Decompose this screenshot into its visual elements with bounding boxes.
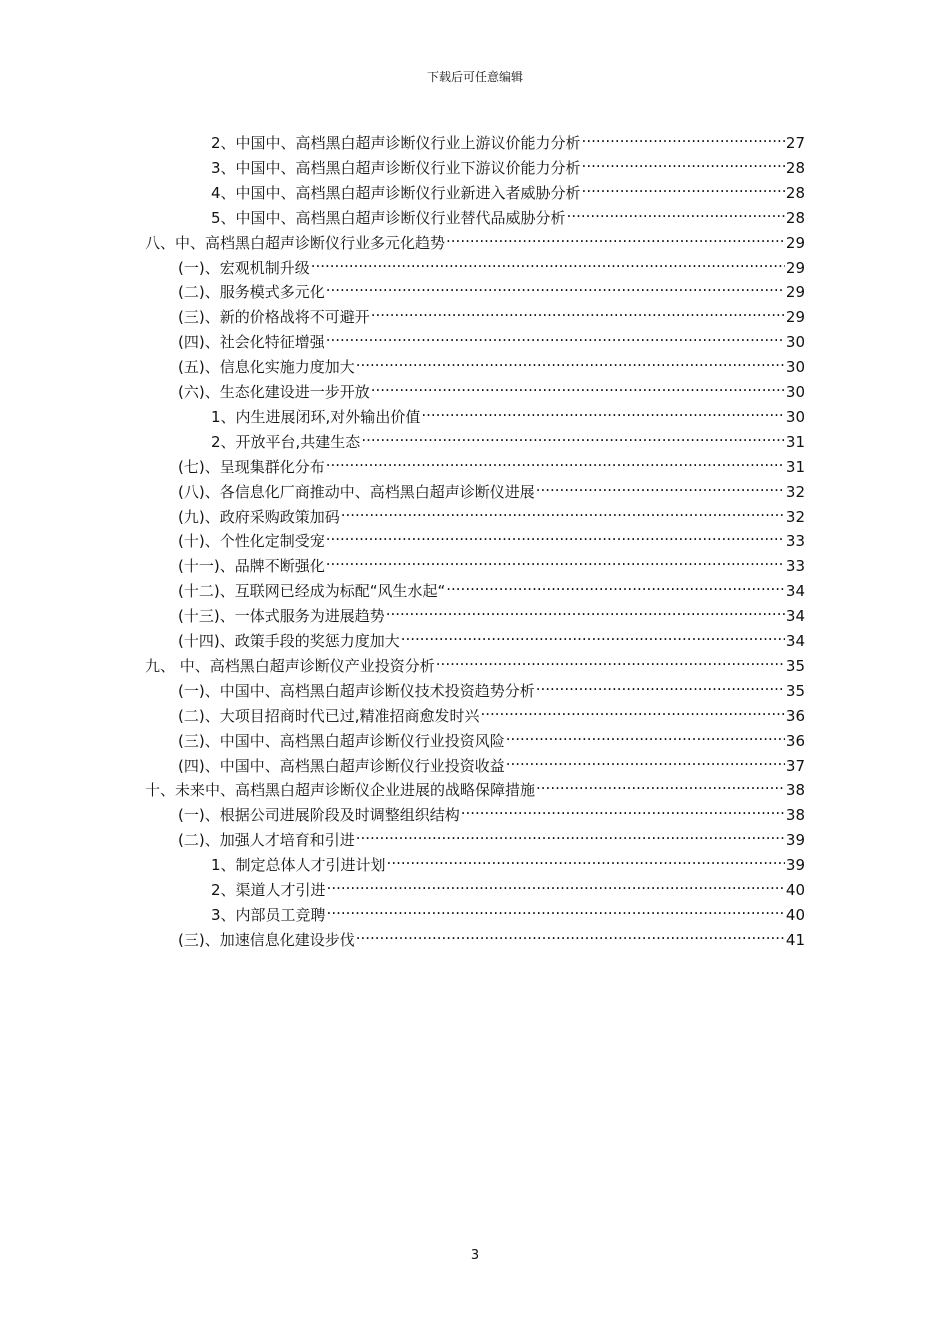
toc-entry-page-number: 39 bbox=[785, 856, 805, 875]
toc-entry-title: (三)、新的价格战将不可避开 bbox=[178, 308, 370, 327]
toc-entry-title: 3、中国中、高档黑白超声诊断仪行业下游议价能力分析 bbox=[211, 158, 581, 177]
toc-entry[interactable] bbox=[178, 724, 805, 748]
toc-entry-title: (六)、生态化建设进一步开放 bbox=[178, 383, 370, 401]
toc-entry[interactable] bbox=[178, 549, 805, 576]
toc-entry-page-number: 28 bbox=[785, 208, 805, 227]
toc-leader-dots bbox=[446, 226, 785, 248]
toc-entry[interactable] bbox=[178, 500, 805, 524]
toc-leader-dots bbox=[461, 798, 785, 820]
toc-entry-page-number: 36 bbox=[785, 706, 805, 725]
toc-entry[interactable] bbox=[178, 749, 805, 773]
toc-leader-dots bbox=[327, 898, 785, 920]
toc-entry-page-number: 29 bbox=[785, 283, 805, 302]
toc-entry-page-number: 28 bbox=[785, 183, 805, 202]
toc-entry-page-number: 30 bbox=[785, 358, 805, 377]
toc-leader-dots bbox=[582, 176, 785, 198]
toc-leader-dots bbox=[436, 649, 785, 671]
toc-entry-page-number: 40 bbox=[785, 881, 805, 899]
toc-entry-page-number: 34 bbox=[785, 607, 805, 626]
toc-leader-dots bbox=[326, 524, 785, 546]
toc-entry[interactable] bbox=[178, 674, 805, 698]
toc-entry[interactable] bbox=[211, 176, 805, 200]
toc-entry-page-number: 30 bbox=[785, 383, 805, 401]
toc-leader-dots bbox=[386, 599, 785, 621]
toc-entry-page-number: 38 bbox=[785, 781, 805, 800]
toc-entry[interactable] bbox=[178, 823, 805, 850]
toc-entry-title: (十一)、品牌不断强化 bbox=[178, 557, 325, 576]
toc-entry-page-number: 29 bbox=[785, 308, 805, 327]
toc-entry-title: (一)、中国中、高档黑白超声诊断仪技术投资趋势分析 bbox=[178, 681, 535, 700]
toc-entry[interactable] bbox=[145, 226, 805, 250]
toc-entry-title: 1、制定总体人才引进计划 bbox=[211, 856, 386, 875]
toc-leader-dots bbox=[326, 325, 785, 347]
toc-entry-page-number: 32 bbox=[785, 507, 805, 526]
toc-leader-dots bbox=[311, 251, 785, 273]
toc-entry[interactable] bbox=[178, 699, 805, 723]
toc-leader-dots bbox=[401, 624, 785, 646]
toc-leader-dots bbox=[371, 300, 785, 322]
toc-entry-page-number: 29 bbox=[785, 233, 805, 252]
toc-leader-dots bbox=[480, 699, 784, 721]
toc-entry-page-number: 39 bbox=[785, 831, 805, 850]
toc-entry[interactable] bbox=[178, 275, 805, 302]
toc-leader-dots bbox=[582, 151, 785, 173]
page-number: 3 bbox=[470, 1248, 480, 1263]
toc-entry[interactable] bbox=[178, 325, 805, 352]
toc-entry[interactable] bbox=[211, 873, 805, 897]
toc-entry-page-number: 34 bbox=[785, 582, 805, 601]
toc-entry-title: (二)、大项目招商时代已过,精准招商愈发时兴 bbox=[178, 706, 480, 725]
toc-entry-page-number: 41 bbox=[785, 930, 805, 949]
toc-entry-page-number: 31 bbox=[785, 432, 805, 451]
toc-entry[interactable] bbox=[178, 524, 805, 551]
toc-entry-title: (一)、根据公司进展阶段及时调整组织结构 bbox=[178, 806, 460, 825]
toc-leader-dots bbox=[536, 674, 785, 696]
toc-entry[interactable] bbox=[178, 450, 805, 474]
toc-entry[interactable] bbox=[178, 624, 805, 648]
toc-entry[interactable] bbox=[211, 425, 805, 449]
toc-entry-page-number: 32 bbox=[785, 482, 805, 501]
toc-entry-title: 十、未来中、高档黑白超声诊断仪企业进展的战略保障措施 bbox=[145, 781, 536, 800]
toc-leader-dots bbox=[371, 375, 785, 397]
toc-entry[interactable] bbox=[178, 375, 805, 399]
toc-entry[interactable] bbox=[178, 251, 805, 275]
toc-entry-page-number: 34 bbox=[785, 632, 805, 650]
toc-leader-dots bbox=[536, 773, 785, 795]
toc-entry-title: 1、内生进展闭环,对外输出价值 bbox=[211, 407, 421, 426]
toc-entry-title: (四)、中国中、高档黑白超声诊断仪行业投资收益 bbox=[178, 756, 505, 775]
toc-entry-title: (二)、加强人才培育和引进 bbox=[178, 831, 355, 850]
toc-entry[interactable] bbox=[145, 773, 805, 800]
toc-entry-title: (二)、服务模式多元化 bbox=[178, 283, 325, 302]
toc-entry[interactable] bbox=[211, 898, 805, 922]
toc-entry[interactable] bbox=[211, 201, 805, 225]
toc-entry-title: (一)、宏观机制升级 bbox=[178, 258, 310, 277]
toc-leader-dots bbox=[361, 425, 785, 447]
toc-entry-title: (十三)、一体式服务为进展趋势 bbox=[178, 607, 385, 626]
toc-leader-dots bbox=[536, 475, 785, 497]
toc-entry-page-number: 28 bbox=[785, 158, 805, 177]
toc-leader-dots bbox=[356, 923, 785, 945]
toc-entry-title: 九、 中、高档黑白超声诊断仪产业投资分析 bbox=[145, 656, 435, 675]
toc-entry-page-number: 37 bbox=[785, 756, 805, 775]
toc-entry-page-number: 35 bbox=[785, 681, 805, 700]
toc-entry-title: (四)、社会化特征增强 bbox=[178, 333, 325, 352]
toc-leader-dots bbox=[341, 500, 785, 522]
toc-entry-title: 2、渠道人才引进 bbox=[211, 881, 326, 899]
toc-leader-dots bbox=[506, 749, 785, 771]
toc-leader-dots bbox=[326, 549, 785, 571]
toc-entry[interactable] bbox=[211, 151, 805, 175]
toc-entry-title: (七)、呈现集群化分布 bbox=[178, 457, 325, 476]
toc-leader-dots bbox=[446, 574, 785, 596]
toc-entry[interactable] bbox=[178, 300, 805, 327]
toc-entry-page-number: 29 bbox=[785, 258, 805, 277]
toc-entry-page-number: 36 bbox=[785, 731, 805, 750]
toc-leader-dots bbox=[421, 400, 785, 422]
toc-entry-title: (十)、个性化定制受宠 bbox=[178, 532, 325, 551]
toc-entry[interactable] bbox=[211, 400, 805, 424]
toc-entry-title: (八)、各信息化厂商推动中、高档黑白超声诊断仪进展 bbox=[178, 482, 535, 501]
toc-entry-page-number: 40 bbox=[785, 905, 805, 924]
toc-entry[interactable] bbox=[178, 599, 805, 626]
toc-entry[interactable] bbox=[211, 848, 805, 875]
toc-leader-dots bbox=[387, 848, 785, 870]
toc-entry-page-number: 30 bbox=[785, 407, 805, 426]
toc-leader-dots bbox=[356, 823, 785, 845]
toc-entry-page-number: 30 bbox=[785, 333, 805, 352]
toc-entry-title: (三)、中国中、高档黑白超声诊断仪行业投资风险 bbox=[178, 731, 505, 750]
toc-entry-page-number: 33 bbox=[785, 557, 805, 576]
toc-leader-dots bbox=[327, 873, 785, 895]
toc-entry-title: 3、内部员工竞聘 bbox=[211, 905, 326, 924]
toc-leader-dots bbox=[506, 724, 785, 746]
toc-leader-dots bbox=[356, 350, 785, 372]
toc-entry[interactable] bbox=[178, 475, 805, 499]
toc-entry[interactable] bbox=[178, 923, 805, 947]
toc-entry-title: 八、中、高档黑白超声诊断仪行业多元化趋势 bbox=[145, 233, 446, 252]
toc-entry[interactable] bbox=[145, 649, 805, 673]
toc-leader-dots bbox=[326, 275, 785, 297]
toc-entry[interactable] bbox=[178, 798, 805, 825]
toc-entry-title: (十二)、互联网已经成为标配“风生水起“ bbox=[178, 582, 446, 601]
toc-entry-page-number: 35 bbox=[785, 656, 805, 675]
toc-entry-title: 2、中国中、高档黑白超声诊断仪行业上游议价能力分析 bbox=[211, 134, 581, 152]
toc-entry-title: (五)、信息化实施力度加大 bbox=[178, 358, 355, 377]
toc-entry-title: (十四)、政策手段的奖惩力度加大 bbox=[178, 632, 400, 650]
toc-leader-dots bbox=[567, 201, 785, 223]
toc-entry-title: (九)、政府采购政策加码 bbox=[178, 507, 340, 526]
toc-entry[interactable] bbox=[178, 574, 805, 601]
page-header: 下载后可任意编辑 bbox=[426, 70, 523, 84]
toc-entry-page-number: 27 bbox=[785, 134, 805, 152]
toc-leader-dots bbox=[326, 450, 785, 472]
toc-entry-title: (三)、加速信息化建设步伐 bbox=[178, 930, 355, 949]
toc-leader-dots bbox=[582, 126, 785, 148]
toc-entry-page-number: 31 bbox=[785, 457, 805, 476]
toc-entry[interactable] bbox=[178, 350, 805, 377]
toc-entry-title: 5、中国中、高档黑白超声诊断仪行业替代品威胁分析 bbox=[211, 208, 566, 227]
toc-entry-title: 2、开放平台,共建生态 bbox=[211, 432, 361, 451]
toc-entry-title: 4、中国中、高档黑白超声诊断仪行业新进入者威胁分析 bbox=[211, 183, 581, 202]
toc-entry-page-number: 38 bbox=[785, 806, 805, 825]
toc-entry-page-number: 33 bbox=[785, 532, 805, 551]
toc-entry[interactable] bbox=[211, 126, 805, 150]
